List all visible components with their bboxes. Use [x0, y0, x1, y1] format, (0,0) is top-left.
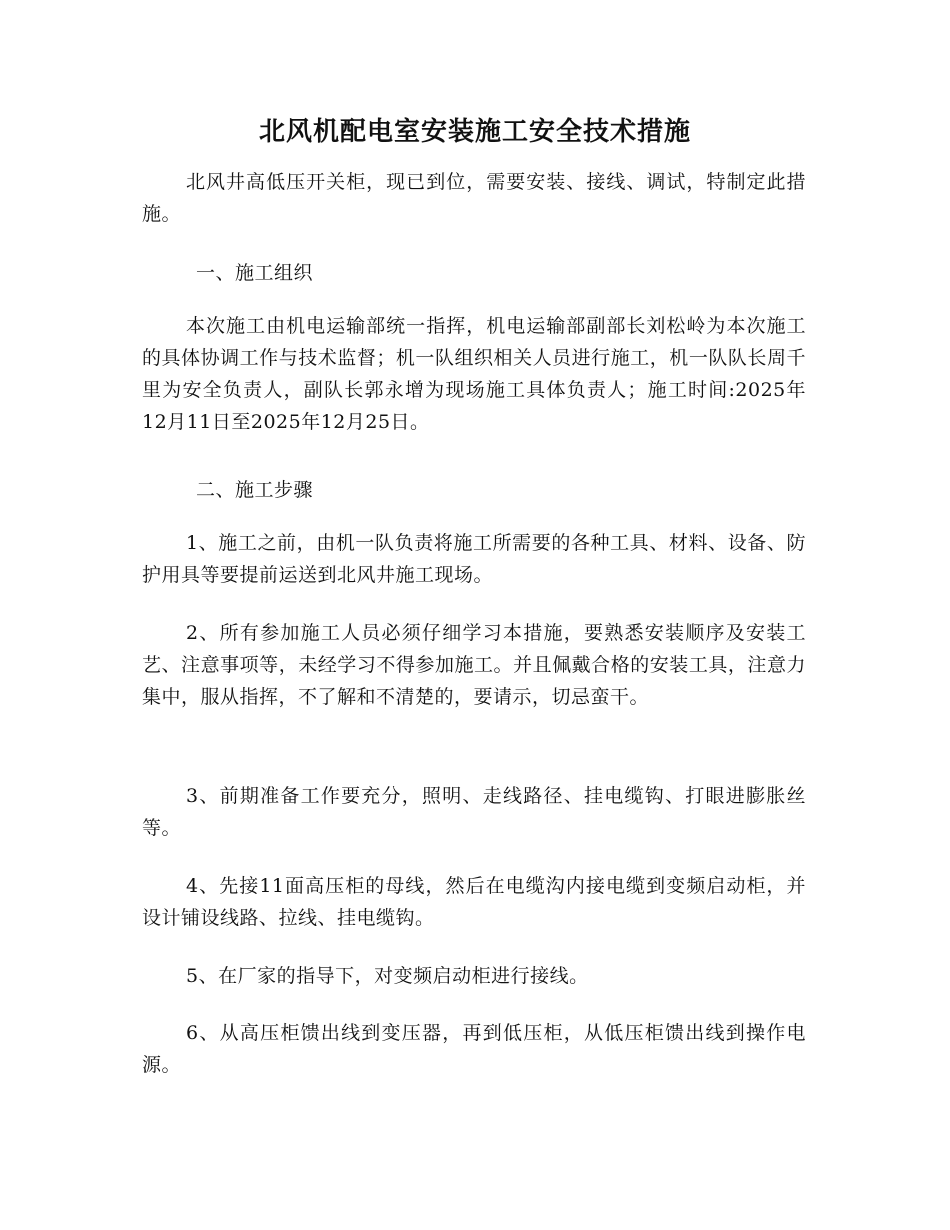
step-item: 2、所有参加施工人员必须仔细学习本措施，要熟悉安装顺序及安装工艺、注意事项等，未经学习不得参加施工。并且佩戴合格的安装工具，注意力集中，服从指挥，不了解和不清楚的，要请示，切忌蛮干。 — [142, 622, 806, 708]
step-item: 4、先接11面高压柜的母线，然后在电缆沟内接电缆到变频启动柜，并设计铺设线路、拉线、挂电缆钩。 — [142, 875, 806, 929]
step-item: 1、施工之前，由机一队负责将施工所需要的各种工具、材料、设备、防护用具等要提前运送到北风井施工现场。 — [142, 532, 806, 586]
section-heading-steps: 二、施工步骤 — [196, 479, 314, 501]
step-item: 3、前期准备工作要充分，照明、走线路径、挂电缆钩、打眼进膨胀丝等。 — [142, 785, 806, 839]
organization-paragraph: 本次施工由机电运输部统一指挥，机电运输部副部长刘松岭为本次施工的具体协调工作与技术监督；机一队组织相关人员进行施工，机一队队长周千里为安全负责人，副队长郭永增为现场施工具体负责人；施工时间:2025年12月11日至2025年12月25日。 — [142, 315, 806, 433]
section-heading-organization: 一、施工组织 — [196, 262, 314, 284]
intro-paragraph: 北风井高低压开关柜，现已到位，需要安装、接线、调试，特制定此措施。 — [142, 171, 806, 225]
page-title: 北风机配电室安装施工安全技术措施 — [258, 117, 691, 147]
step-item: 5、在厂家的指导下，对变频启动柜进行接线。 — [186, 965, 589, 987]
step-item: 6、从高压柜馈出线到变压器，再到低压柜，从低压柜馈出线到操作电源。 — [142, 1022, 806, 1076]
